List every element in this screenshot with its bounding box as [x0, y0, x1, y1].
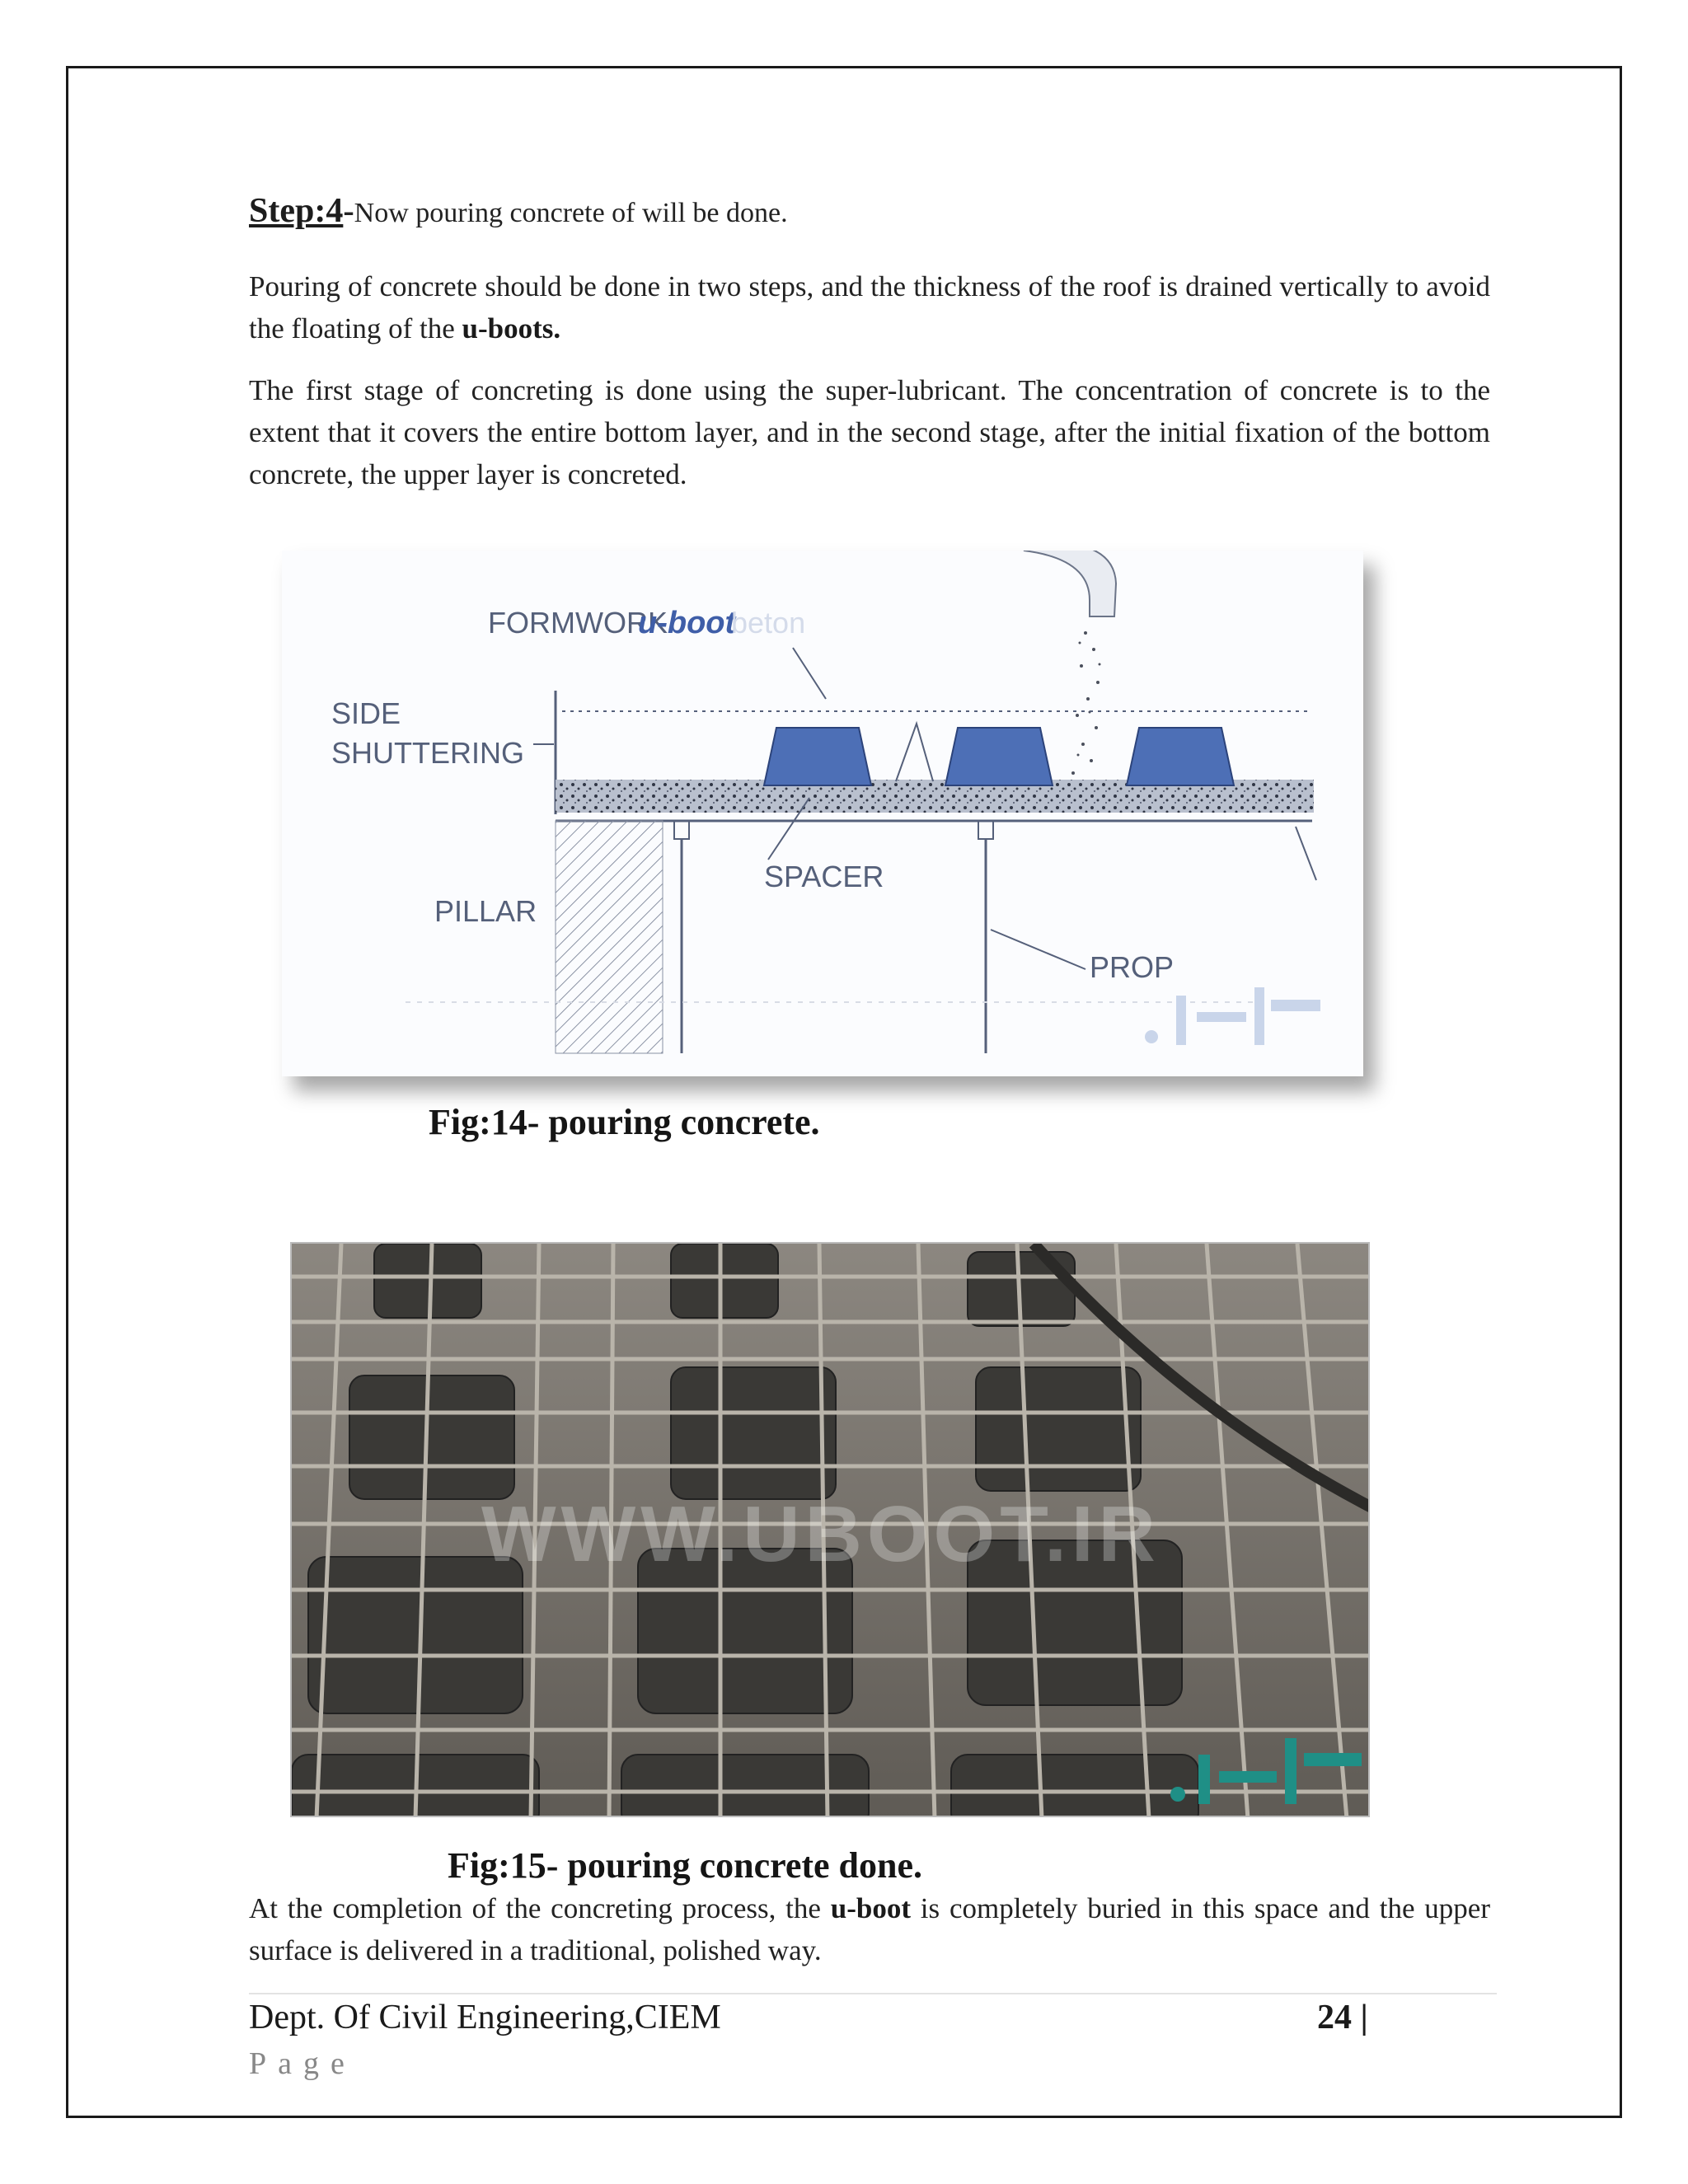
uboot-block-2: [945, 728, 1053, 785]
photo-watermark: WWW.UBOOT.IR: [481, 1490, 1160, 1578]
paragraph-first-stage: [249, 369, 1490, 495]
uboot-blocks: [764, 728, 1234, 785]
uboot-term: u-boot: [830, 1892, 911, 1924]
pillar: [556, 821, 663, 1053]
figure-15-caption: Fig:15- pouring concrete done.: [448, 1845, 923, 1886]
step-label: Step:4: [249, 192, 344, 230]
pour-pipe: [1024, 551, 1116, 616]
footer-department: Dept. Of Civil Engineering,CIEM: [249, 1999, 721, 2036]
prop-head-1: [674, 821, 689, 839]
spacer-mark: [896, 724, 933, 781]
label-pillar: PILLAR: [434, 894, 537, 928]
label-spacer: SPACER: [764, 860, 884, 893]
logo-watermark: [1145, 987, 1320, 1045]
paragraph-text: is completely buried in this space and the upper surface is delivered in a traditional, polished way.: [249, 1892, 1490, 1966]
step-dash: -: [343, 192, 354, 229]
label-beton: beton: [731, 606, 806, 640]
falling-concrete: [1071, 631, 1104, 799]
uboot-formwork-diagram: [282, 551, 1363, 1076]
step-heading: [249, 191, 1490, 231]
paragraph-text: The first stage of concreting is done using the super-lubricant. The concentration of concrete is to the extent that it covers the entire bottom layer, and in the second stage, after the initial fixation of the bottom concrete, the upper layer is concreted.: [249, 374, 1490, 490]
uboots-term: u-boots.: [462, 312, 561, 344]
label-side: SIDE: [331, 696, 401, 730]
uboot-block-1: [764, 728, 871, 785]
label-uboot: u-boot: [638, 606, 736, 640]
prop-head-2: [978, 821, 993, 839]
paragraph-pouring-steps: [249, 265, 1490, 349]
footer-divider: [249, 1993, 1497, 1994]
figure-14-caption: Fig:14- pouring concrete.: [429, 1102, 820, 1142]
figure-15-photo: [290, 1242, 1370, 1817]
footer-page-word: Page: [249, 2046, 356, 2081]
uboot-block-3: [1127, 728, 1234, 785]
paragraph-text: At the completion of the concreting process, the: [249, 1892, 831, 1924]
label-prop: PROP: [1090, 950, 1175, 984]
label-formwork: FORMWORK: [488, 606, 668, 640]
rebar-mesh-photo: [292, 1244, 1370, 1817]
figure-14-diagram: [282, 551, 1363, 1076]
prop-leader: [991, 930, 1085, 969]
paragraph-completion: [249, 1887, 1490, 1971]
label-shuttering: SHUTTERING: [331, 736, 524, 770]
page-number: 24 |: [1317, 1999, 1368, 2036]
formwork-leader: [793, 648, 826, 699]
step-text: Now pouring concrete of will be done.: [354, 198, 788, 228]
paragraph-text: Pouring of concrete should be done in two steps, and the thickness of the roof is drained vertically to avoid the floating of the: [249, 270, 1490, 344]
